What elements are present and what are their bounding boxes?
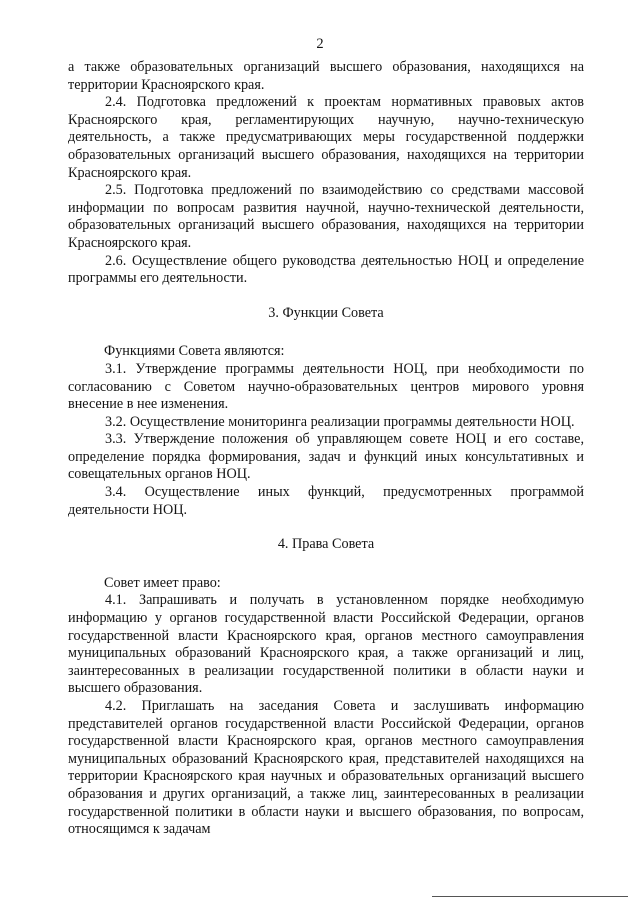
- item-3-3: 3.3. Утверждение положения об управляющем совете НОЦ и его составе, определение порядка формирования, задач и функций иных консультативных и совещательных органов НОЦ.: [68, 431, 584, 483]
- document-body: [68, 59, 584, 839]
- item-4-1: 4.1. Запрашивать и получать в установленном порядке необходимую информацию у органов государственной власти Российской Федерации, органов государственной власти Красноярского края, органов местного самоуправления муниципальных образований Красноярского края, а также организаций и лиц, заинтересованных в реализации государственной политики в области науки и высшего образования.: [68, 592, 584, 697]
- item-2-5: 2.5. Подготовка предложений по взаимодействию со средствами массовой информации по вопросам развития научной, научно-технической деятельности, образовательных организаций высшего образования, находящихся на территории Красноярского края.: [68, 182, 584, 251]
- continuation-paragraph: а также образовательных организаций высшего образования, находящихся на территории Красноярского края.: [68, 59, 584, 93]
- item-2-4: 2.4. Подготовка предложений к проектам нормативных правовых актов Красноярского края, регламентирующих научную, научно-техническую деятельность, а также предусматривающих меры государственной поддержки образовательных организаций высшего образования, находящихся на территории Красноярского края.: [68, 94, 584, 181]
- page-number: 2: [316, 36, 324, 52]
- section-3-intro: Функциями Совета являются:: [104, 343, 285, 360]
- section-3-heading: 3. Функции Совета: [268, 304, 384, 321]
- item-3-4: 3.4. Осуществление иных функций, предусмотренных программой деятельности НОЦ.: [68, 484, 584, 518]
- item-3-1: 3.1. Утверждение программы деятельности НОЦ, при необходимости по согласованию с Советом научно-образовательных центров мирового уровня внесение в нее изменения.: [68, 360, 584, 413]
- item-4-2: 4.2. Приглашать на заседания Совета и заслушивать информацию представителей органов государственной власти Российской Федерации, органов государственной власти Красноярского края, органов местного самоуправления муниципальных образований Красноярского края, представителей находящихся на территории Красноярского края научных и образовательных организаций высшего образования и других организаций, а также лиц, заинтересованных в реализации государственной политики в области науки и высшего образования, по вопросам, относящимся к задачам: [68, 698, 584, 838]
- section-2-items: [68, 94, 584, 288]
- footer-rule: [432, 896, 628, 897]
- item-3-2: 3.2. Осуществление мониторинга реализации программы деятельности НОЦ.: [105, 413, 575, 430]
- section-4-intro: Совет имеет право:: [104, 574, 221, 591]
- section-4-heading: 4. Права Совета: [277, 536, 375, 553]
- item-2-6: 2.6. Осуществление общего руководства деятельностью НОЦ и определение программы его деятельности.: [68, 252, 584, 287]
